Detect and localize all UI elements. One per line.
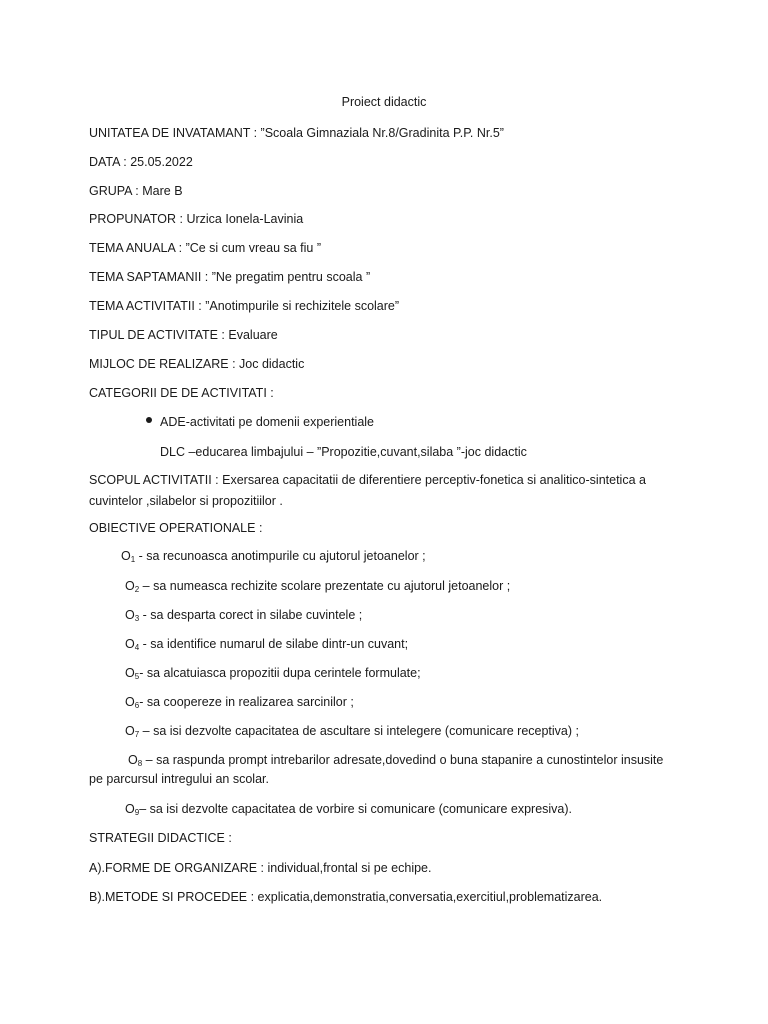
objective-code: O bbox=[125, 637, 135, 651]
objective-item bbox=[125, 723, 579, 743]
objective-index: 8 bbox=[137, 759, 143, 768]
objective-index: 1 bbox=[130, 555, 136, 564]
objective-item bbox=[125, 665, 421, 685]
objective-item bbox=[125, 607, 362, 627]
objective-index: 7 bbox=[134, 730, 140, 739]
objective-item bbox=[125, 694, 354, 714]
tema-activitatii-line: TEMA ACTIVITATII : ”Anotimpurile si rechizitele scolare” bbox=[89, 299, 400, 313]
strategii-heading: STRATEGII DIDACTICE : bbox=[89, 831, 232, 845]
objective-code: O bbox=[128, 753, 138, 767]
objective-index: 5 bbox=[134, 672, 140, 681]
objective-item bbox=[125, 578, 510, 598]
objectives-heading: OBIECTIVE OPERATIONALE : bbox=[89, 521, 263, 535]
unitatea-line: UNITATEA DE INVATAMANT : ”Scoala Gimnaziala Nr.8/Gradinita P.P. Nr.5” bbox=[89, 126, 504, 140]
objective-text: - sa alcatuiasca propozitii dupa cerintele formulate; bbox=[139, 666, 421, 680]
mijloc-realizare-line: MIJLOC DE REALIZARE : Joc didactic bbox=[89, 357, 305, 371]
objective-code: O bbox=[125, 666, 135, 680]
grupa-line: GRUPA : Mare B bbox=[89, 184, 183, 198]
document-title: Proiect didactic bbox=[341, 95, 427, 109]
objective-item bbox=[121, 548, 426, 568]
bullet-dot-icon bbox=[146, 417, 152, 423]
objective-text: - sa recunoasca anotimpurile cu ajutorul jetoanelor ; bbox=[135, 549, 426, 563]
objective-index: 3 bbox=[134, 614, 140, 623]
objective-code: O bbox=[125, 802, 135, 816]
tema-anuala-line: TEMA ANUALA : ”Ce si cum vreau sa fiu ” bbox=[89, 241, 322, 255]
forme-organizare-line: A).FORME DE ORGANIZARE : individual,frontal si pe echipe. bbox=[89, 861, 432, 875]
propunator-line: PROPUNATOR : Urzica Ionela-Lavinia bbox=[89, 212, 304, 226]
tipul-activitate-line: TIPUL DE ACTIVITATE : Evaluare bbox=[89, 328, 278, 342]
metode-procedee-line: B).METODE SI PROCEDEE : explicatia,demonstratia,conversatia,exercitiul,problematizarea. bbox=[89, 890, 603, 904]
tema-saptamanii-line: TEMA SAPTAMANII : ”Ne pregatim pentru scoala ” bbox=[89, 270, 371, 284]
ade-bullet-item: ADE-activitati pe domenii experientiale bbox=[160, 415, 374, 429]
objective-index: 9 bbox=[134, 808, 140, 817]
objective-continuation: pe parcursul intregului an scolar. bbox=[89, 772, 269, 786]
objective-index: 6 bbox=[134, 701, 140, 710]
objective-text: - sa identifice numarul de silabe dintr-un cuvant; bbox=[139, 637, 409, 651]
objective-code: O bbox=[121, 549, 131, 563]
categorii-heading: CATEGORII DE DE ACTIVITATI : bbox=[89, 386, 274, 400]
objective-code: O bbox=[125, 579, 135, 593]
objective-index: 2 bbox=[134, 585, 140, 594]
dlc-sub-item: DLC –educarea limbajului – ”Propozitie,cuvant,silaba ”-joc didactic bbox=[160, 445, 527, 459]
data-line: DATA : 25.05.2022 bbox=[89, 155, 193, 169]
objective-index: 4 bbox=[134, 643, 140, 652]
objective-code: O bbox=[125, 608, 135, 622]
objective-text: - sa coopereze in realizarea sarcinilor ; bbox=[139, 695, 354, 709]
objective-text: - sa desparta corect in silabe cuvintele ; bbox=[139, 608, 363, 622]
objective-text: – sa isi dezvolte capacitatea de ascultare si intelegere (comunicare receptiva) ; bbox=[139, 724, 579, 738]
objective-item bbox=[128, 752, 663, 772]
objective-text: – sa numeasca rechizite scolare prezentate cu ajutorul jetoanelor ; bbox=[139, 579, 511, 593]
objective-item bbox=[125, 636, 408, 656]
objective-text: – sa raspunda prompt intrebarilor adresate,dovedind o buna stapanire a cunostintelor insusite bbox=[142, 753, 664, 767]
scopul-paragraph: SCOPUL ACTIVITATII : Exersarea capacitatii de diferentiere perceptiv-fonetica si analitico-sintetica a cuvintelor ,silabelor si propozitiilor . bbox=[89, 473, 646, 508]
objective-text: – sa isi dezvolte capacitatea de vorbire si comunicare (comunicare expresiva). bbox=[139, 802, 573, 816]
objective-code: O bbox=[125, 695, 135, 709]
objective-code: O bbox=[125, 724, 135, 738]
objective-item bbox=[125, 801, 572, 821]
